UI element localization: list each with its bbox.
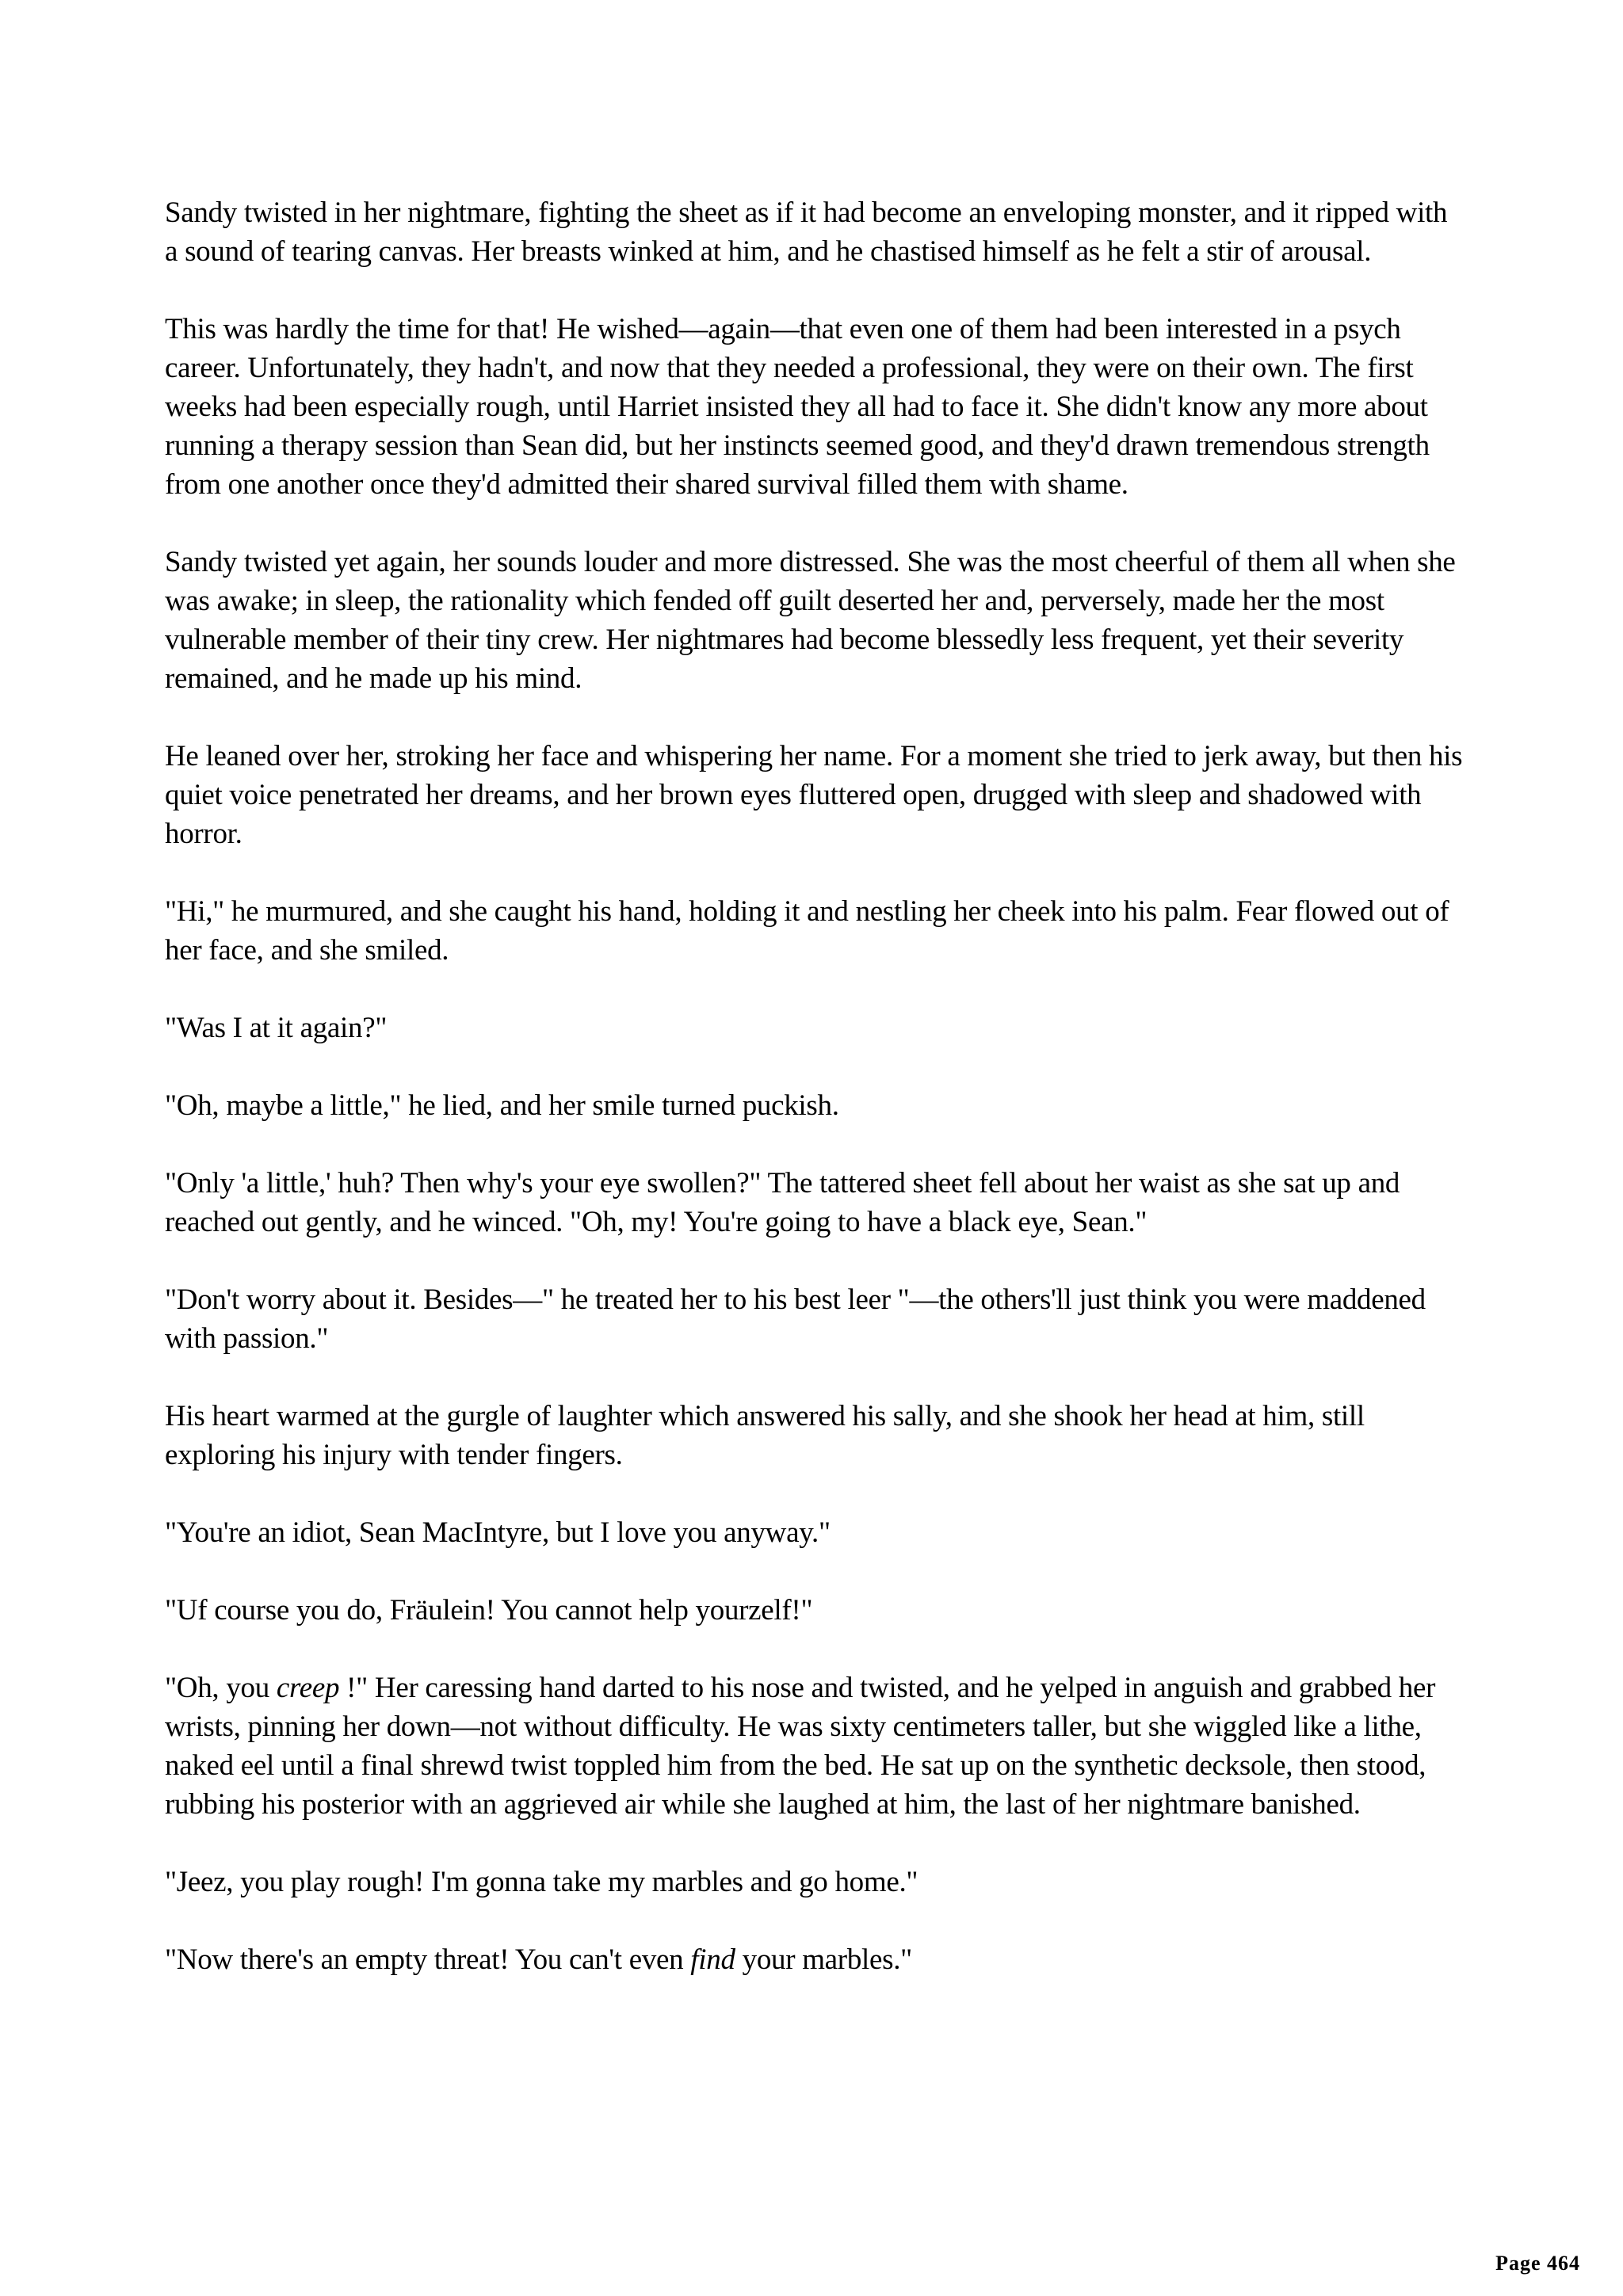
text-run: "You're an idiot, Sean MacIntyre, but I love you anyway." bbox=[165, 1516, 831, 1549]
text-run: your marbles." bbox=[735, 1943, 912, 1976]
paragraph bbox=[165, 1940, 1465, 1979]
paragraph bbox=[165, 1591, 1465, 1630]
paragraph bbox=[165, 1397, 1465, 1474]
paragraph bbox=[165, 1164, 1465, 1241]
text-run: !" Her caressing hand darted to his nose and twisted, and he yelped in anguish and grabbed her wrists, pinning her down—not without difficulty. He was sixty centimeters taller, but she wiggled like a lithe, naked eel until a final shrewd twist toppled him from the bed. He sat up on the synthetic decksole, then stood, rubbing his posterior with an aggrieved air while she laughed at him, the last of her nightmare banished. bbox=[165, 1672, 1436, 1821]
paragraph bbox=[165, 543, 1465, 698]
text-run: Sandy twisted in her nightmare, fighting the sheet as if it had become an enveloping monster, and it ripped with a sound of tearing canvas. Her breasts winked at him, and he chastised himself as he felt a stir of arousal. bbox=[165, 196, 1448, 268]
text-run: He leaned over her, stroking her face and whispering her name. For a moment she tried to jerk away, but then his quiet voice penetrated her dreams, and her brown eyes fluttered open, drugged with sleep and shadowed with horror. bbox=[165, 740, 1463, 850]
paragraph bbox=[165, 193, 1465, 271]
text-run: "Only 'a little,' huh? Then why's your eye swollen?" The tattered sheet fell about her waist as she sat up and reached out gently, and he winced. "Oh, my! You're going to have a black eye, Sean." bbox=[165, 1167, 1400, 1238]
paragraph bbox=[165, 1513, 1465, 1552]
paragraph bbox=[165, 892, 1465, 970]
text-run: "Uf course you do, Fräulein! You cannot help yourzelf!" bbox=[165, 1594, 813, 1627]
text-run: "Now there's an empty threat! You can't even bbox=[165, 1943, 691, 1976]
italic-text: find bbox=[690, 1943, 735, 1976]
text-run: Sandy twisted yet again, her sounds louder and more distressed. She was the most cheerful of them all when she was awake; in sleep, the rationality which fended off guilt deserted her and, perversely, made her the most vulnerable member of their tiny crew. Her nightmares had become blessedly less frequent, yet their severity remained, and he made up his mind. bbox=[165, 546, 1456, 695]
page-number: Page 464 bbox=[1495, 2252, 1580, 2275]
paragraph bbox=[165, 1280, 1465, 1358]
paragraph bbox=[165, 1009, 1465, 1047]
text-run: "Jeez, you play rough! I'm gonna take my marbles and go home." bbox=[165, 1866, 918, 1898]
text-run: "Don't worry about it. Besides—" he treated her to his best leer "—the others'll just think you were maddened with passion." bbox=[165, 1283, 1426, 1355]
paragraph bbox=[165, 1863, 1465, 1901]
text-run: "Was I at it again?" bbox=[165, 1012, 388, 1044]
text-run: "Oh, you bbox=[165, 1672, 277, 1704]
text-run: "Hi," he murmured, and she caught his hand, holding it and nestling her cheek into his palm. Fear flowed out of her face, and she smiled. bbox=[165, 895, 1449, 967]
paragraph bbox=[165, 737, 1465, 853]
text-run: "Oh, maybe a little," he lied, and her smile turned puckish. bbox=[165, 1089, 839, 1122]
text-run: His heart warmed at the gurgle of laughter which answered his sally, and she shook her head at him, still exploring his injury with tender fingers. bbox=[165, 1400, 1365, 1471]
paragraph bbox=[165, 310, 1465, 504]
paragraph bbox=[165, 1086, 1465, 1125]
paragraph bbox=[165, 1669, 1465, 1824]
body-text bbox=[165, 193, 1465, 2018]
italic-text: creep bbox=[276, 1672, 340, 1704]
text-run: This was hardly the time for that! He wished—again—that even one of them had been interested in a psych career. Unfortunately, they hadn't, and now that they needed a professional, they were on their own. The first weeks had been especially rough, until Harriet insisted they all had to face it. She didn't know any more about running a therapy session than Sean did, but her instincts seemed good, and they'd drawn tremendous strength from one another once they'd admitted their shared survival filled them with shame. bbox=[165, 313, 1430, 501]
